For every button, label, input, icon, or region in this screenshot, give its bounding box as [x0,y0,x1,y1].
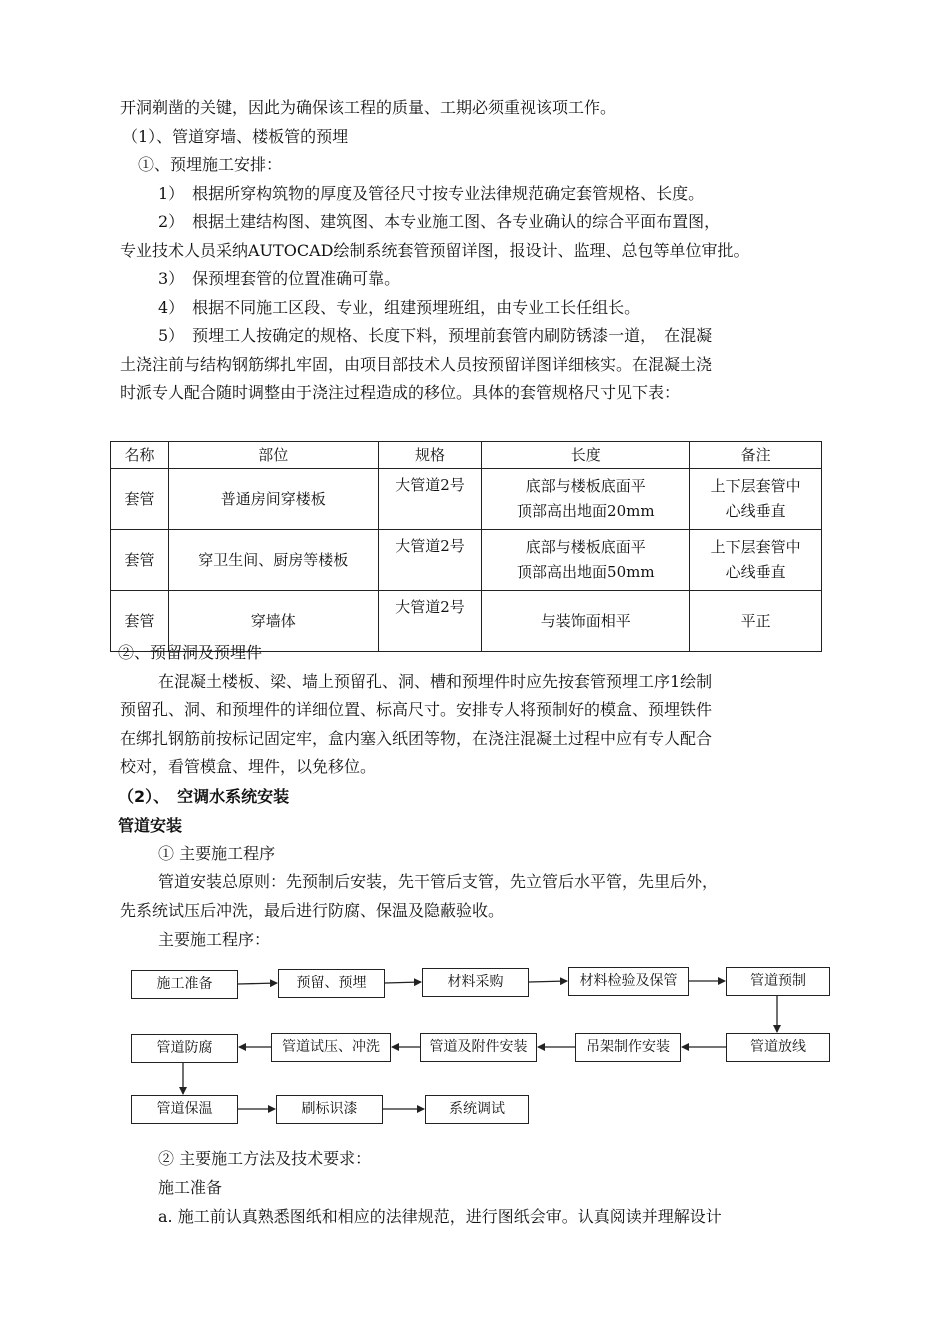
table-header: 长度 [482,442,690,469]
cell-line: 心线垂直 [725,563,786,581]
table-header: 部位 [168,442,378,469]
paragraph-line: 在混凝土楼板、梁、墙上预留孔、洞、槽和预埋件时应先按套管预埋工序1绘制 [158,672,713,691]
subsection-heading: ② 主要施工方法及技术要求： [158,1149,372,1168]
table-cell: 套管 [111,591,169,652]
cell-line: 底部与楼板底面平 [525,477,646,495]
section-heading-1: （1）、管道穿墙、楼板管的预埋 [122,127,349,146]
paragraph-line: 施工准备 [158,1178,223,1197]
cell-line: 上下层套管中 [710,477,801,495]
flow-step: 管道试压、冲洗 [271,1033,391,1062]
table-cell: 普通房间穿楼板 [168,469,378,530]
table-cell: 平正 [690,591,822,652]
paragraph-line: 先系统试压后冲洗，最后进行防腐、保温及隐蔽验收。 [120,901,505,920]
subsection-heading: ②、预留洞及预埋件 [118,643,263,662]
cell-line: 上下层套管中 [710,538,801,556]
table-cell: 大管道2号 [378,530,482,591]
paragraph-line: a. 施工前认真熟悉图纸和相应的法律规范，进行图纸会审。认真阅读并理解设计 [158,1207,722,1226]
flow-step: 管道保温 [131,1095,238,1124]
table-cell: 套管 [111,469,169,530]
paragraph-line: 土浇注前与结构钢筋绑扎牢固，由项目部技术人员按预留详图详细核实。在混凝土浇 [120,355,713,374]
paragraph-line: 5） 预埋工人按确定的规格、长度下料，预埋前套管内刷防锈漆一道， 在混凝 [158,326,713,345]
flow-step: 管道预制 [726,967,830,996]
flow-step: 材料检验及保管 [568,967,689,996]
paragraph-line: 1） 根据所穿构筑物的厚度及管径尺寸按专业法律规范确定套管规格、长度。 [158,184,705,203]
table-cell: 穿卫生间、厨房等楼板 [168,530,378,591]
flow-step: 管道及附件安装 [420,1033,537,1062]
paragraph-line: 管道安装总原则：先预制后安装，先干管后支管，先立管后水平管，先里后外， [158,872,719,891]
flow-arrow [385,982,421,983]
cell-line: 顶部高出地面20mm [517,502,655,520]
paragraph-line: 预留孔、洞、和预埋件的详细位置、标高尺寸。安排专人将预制好的模盒、预埋铁件 [120,700,713,719]
flow-arrow [529,981,567,982]
table-header: 备注 [690,442,822,469]
table-cell: 穿墙体 [168,591,378,652]
cell-line: 顶部高出地面50mm [517,563,655,581]
flow-step: 材料采购 [422,968,529,997]
subsection-heading: ①、预埋施工安排： [138,155,283,174]
paragraph-line: 主要施工程序： [158,930,271,949]
flow-step: 刷标识漆 [276,1095,383,1124]
table-cell: 与装饰面相平 [482,591,690,652]
paragraph-line: 开洞剃凿的关键，因此为确保该工程的质量、工期必须重视该项工作。 [120,98,617,117]
subsection-heading: ① 主要施工程序 [158,844,276,863]
flow-step: 吊架制作安装 [575,1033,681,1062]
paragraph-line: 时派专人配合随时调整由于浇注过程造成的移位。具体的套管规格尺寸见下表： [120,383,681,402]
paragraph-line: 2） 根据土建结构图、建筑图、本专业施工图、各专业确认的综合平面布置图， [158,212,721,231]
paragraph-line: 在绑扎钢筋前按标记固定牢，盒内塞入纸团等物，在浇注混凝土过程中应有专人配合 [120,729,713,748]
cell-line: 心线垂直 [725,502,786,520]
paragraph-line: 专业技术人员采纳AUTOCAD绘制系统套管预留详图，报设计、监理、总包等单位审批。 [120,241,750,260]
flow-arrow [238,983,277,984]
cell-line: 底部与楼板底面平 [525,538,646,556]
paragraph-line: 4） 根据不同施工区段、专业，组建预埋班组，由专业工长任组长。 [158,298,641,317]
table-header: 名称 [111,442,169,469]
flow-step: 管道防腐 [131,1034,238,1063]
table-cell: 大管道2号 [378,591,482,652]
section-heading-2: （2）、 空调水系统安装 [118,787,290,806]
table-cell: 大管道2号 [378,469,482,530]
flow-step: 施工准备 [131,970,238,999]
paragraph-line: 校对，看管模盒、埋件，以免移位。 [120,757,377,776]
flow-step: 预留、预埋 [278,969,385,998]
section-heading-3: 管道安装 [118,816,183,835]
table-header: 规格 [378,442,482,469]
flow-step: 系统调试 [425,1095,529,1124]
flow-step: 管道放线 [726,1033,830,1062]
table-cell: 套管 [111,530,169,591]
paragraph-line: 3） 保预埋套管的位置准确可靠。 [158,269,401,288]
